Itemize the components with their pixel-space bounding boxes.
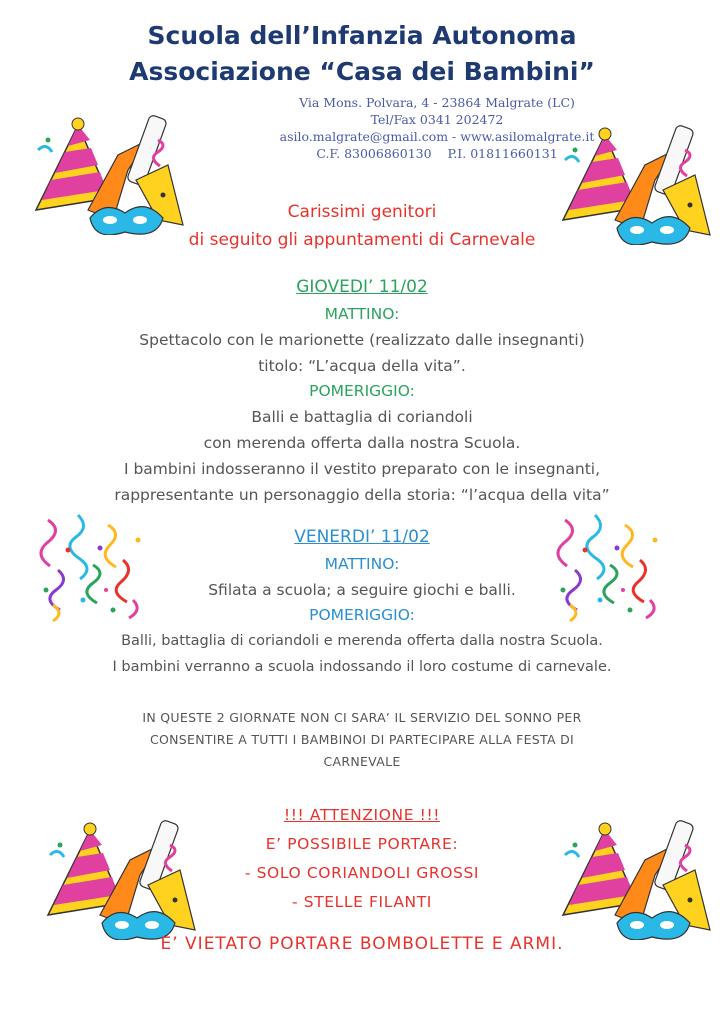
intro-subtitle: di seguito gli appuntamenti di Carnevale bbox=[188, 230, 536, 250]
thursday-afternoon-line: Balli e battaglia di coriandoli bbox=[251, 408, 473, 426]
contacts: asilo.malgrate@gmail.com - www.asilomalgrate.it bbox=[279, 129, 595, 144]
friday-afternoon-line: I bambini verranno a scuola indossando il loro costume di carnevale. bbox=[112, 659, 612, 675]
nap-notice-line: IN QUESTE 2 GIORNATE NON CI SARA’ IL SERVIZIO DEL SONNO PER bbox=[142, 710, 582, 725]
phone: Tel/Fax 0341 202472 bbox=[370, 112, 504, 127]
thursday-afternoon-line: con merenda offerta dalla nostra Scuola. bbox=[203, 434, 521, 452]
thursday-afternoon-label: POMERIGGIO: bbox=[309, 382, 415, 400]
friday-morning-label: MATTINO: bbox=[324, 555, 400, 573]
thursday-morning-line: Spettacolo con le marionette (realizzato dalle insegnanti) bbox=[139, 331, 585, 349]
attention-line: E’ POSSIBILE PORTARE: bbox=[265, 835, 459, 853]
nap-notice-line: CARNEVALE bbox=[323, 754, 401, 769]
thursday-afternoon-line: rappresentante un personaggio della storia: “l’acqua della vita” bbox=[114, 486, 610, 504]
association-name: Associazione “Casa dei Bambini” bbox=[129, 57, 595, 86]
attention-heading: !!! ATTENZIONE !!! bbox=[283, 806, 441, 824]
friday-date: VENERDI’ 11/02 bbox=[294, 527, 430, 547]
fiscal-codes: C.F. 83006860130 P.I. 01811660131 bbox=[316, 146, 558, 161]
greeting: Carissimi genitori bbox=[287, 202, 437, 222]
address: Via Mons. Polvara, 4 - 23864 Malgrate (LC) bbox=[299, 95, 575, 110]
nap-notice-line: CONSENTIRE A TUTTI I BAMBINOI DI PARTECIPARE ALLA FESTA DI bbox=[149, 732, 575, 747]
friday-morning-line: Sfilata a scuola; a seguire giochi e balli. bbox=[208, 581, 516, 599]
thursday-date: GIOVEDI’ 11/02 bbox=[296, 277, 428, 297]
thursday-afternoon-line: I bambini indosseranno il vestito preparato con le insegnanti, bbox=[123, 460, 601, 478]
friday-afternoon-line: Balli, battaglia di coriandoli e merenda offerta dalla nostra Scuola. bbox=[121, 633, 603, 649]
banned-items-notice: E’ VIETATO PORTARE BOMBOLETTE E ARMI. bbox=[160, 934, 564, 954]
friday-afternoon-label: POMERIGGIO: bbox=[309, 606, 415, 624]
thursday-morning-line: titolo: “L’acqua della vita”. bbox=[258, 357, 466, 375]
school-name: Scuola dell’Infanzia Autonoma bbox=[147, 21, 577, 50]
thursday-morning-label: MATTINO: bbox=[324, 305, 400, 323]
attention-line: - STELLE FILANTI bbox=[292, 893, 432, 911]
attention-line: - SOLO CORIANDOLI GROSSI bbox=[244, 864, 480, 882]
